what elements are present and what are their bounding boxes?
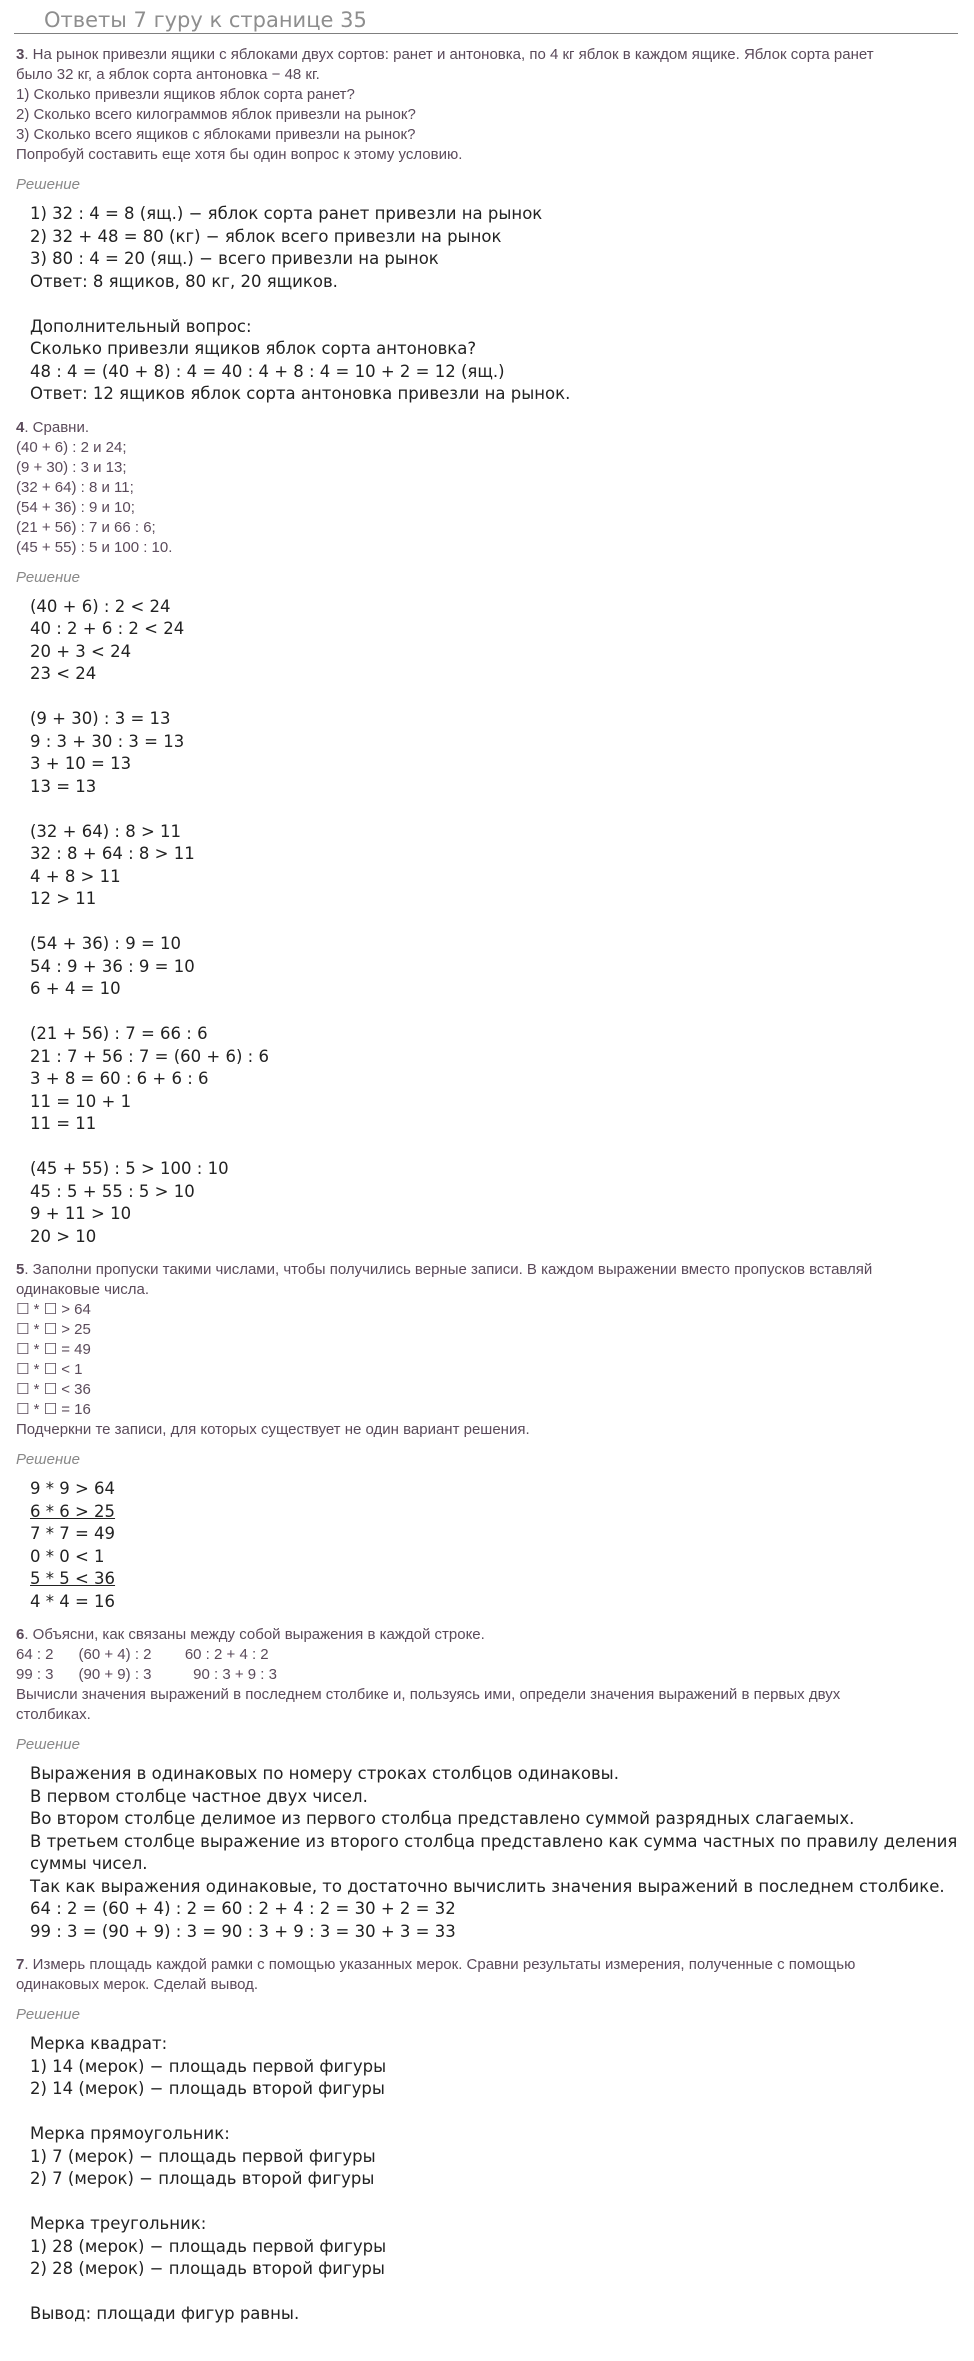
- solution-line-underlined: 5 * 5 < 36: [30, 1569, 116, 1588]
- content: [16, 45, 956, 2326]
- solution-line: 40 : 2 + 6 : 2 < 24: [30, 619, 185, 638]
- solution-line: 9 : 3 + 30 : 3 = 13: [30, 731, 185, 751]
- task-text-line: (9 + 30) : 3 и 13;: [16, 458, 127, 476]
- task-text-line: . Объясни, как связаны между собой выражения в каждой строке.: [24, 1626, 485, 1643]
- task-text-line: Вычисли значения выражений в последнем столбике и, пользуясь ими, определи значения выражений в первых двух: [16, 1686, 841, 1703]
- solution-line: 6 + 4 = 10: [30, 979, 121, 998]
- solution-line: 9 * 9 > 64: [30, 1479, 116, 1498]
- task-text-line: . Заполни пропуски такими числами, чтобы получились верные записи. В каждом выражении вместо пропусков вставляй: [24, 1261, 873, 1278]
- solution-task-5: [30, 1478, 956, 1613]
- solution-line: (45 + 55) : 5 > 100 : 10: [30, 1159, 229, 1178]
- solution-line: 2) 28 (мерок) − площадь второй фигуры: [30, 2259, 385, 2278]
- task-text-line: (45 + 55) : 5 и 100 : 10.: [16, 538, 173, 556]
- solution-line: 99 : 3 = (90 + 9) : 3 = 90 : 3 + 9 : 3 = 30 + 3 = 33: [30, 1921, 456, 1941]
- task-text-line: . Сравни.: [24, 418, 89, 436]
- solution-line: Мерка квадрат:: [30, 2034, 168, 2053]
- solution-line: (9 + 30) : 3 = 13: [30, 709, 171, 728]
- solution-task-3: [30, 203, 956, 406]
- solution-line: 64 : 2 = (60 + 4) : 2 = 60 : 2 + 4 : 2 = 30 + 2 = 32: [30, 1899, 456, 1918]
- solution-line: 1) 28 (мерок) − площадь первой фигуры: [30, 2236, 387, 2256]
- task-3: [16, 45, 956, 165]
- task-text-line: 99 : 3 (90 + 9) : 3 90 : 3 + 9 : 3: [16, 1666, 277, 1683]
- solution-line: (32 + 64) : 8 > 11: [30, 821, 182, 841]
- task-text-line: Попробуй составить еще хотя бы один вопрос к этому условию.: [16, 146, 463, 163]
- solution-line: 12 > 11: [30, 889, 97, 908]
- solution-line: 48 : 4 = (40 + 8) : 4 = 40 : 4 + 8 : 4 = 10 + 2 = 12 (ящ.): [30, 361, 505, 381]
- solution-line: 11 = 10 + 1: [30, 1091, 132, 1111]
- task-text-line: ☐ * ☐ > 64: [16, 1301, 91, 1318]
- task-number: 3: [16, 46, 25, 63]
- title-divider: [14, 33, 958, 34]
- task-text-line: ☐ * ☐ = 16: [16, 1401, 91, 1418]
- solution-label: Решение: [16, 568, 80, 586]
- task-text-line: (21 + 56) : 7 и 66 : 6;: [16, 518, 156, 536]
- task-text-line: ☐ * ☐ > 25: [16, 1321, 91, 1338]
- task-number: 5: [16, 1261, 25, 1278]
- solution-line: 0 * 0 < 1: [30, 1546, 105, 1566]
- solution-line: 20 > 10: [30, 1226, 97, 1246]
- task-text-line: одинаковых мерок. Сделай вывод.: [16, 1976, 259, 1993]
- solution-label: Решение: [16, 1451, 80, 1468]
- task-text-line: было 32 кг, а яблок сорта антоновка − 48 кг.: [16, 66, 320, 83]
- task-text-line: ☐ * ☐ < 36: [16, 1381, 91, 1398]
- solution-line: 2) 32 + 48 = 80 (кг) − яблок всего привезли на рынок: [30, 226, 502, 246]
- solution-line: 1) 32 : 4 = 8 (ящ.) − яблок сорта ранет привезли на рынок: [30, 204, 543, 223]
- task-text-line: 64 : 2 (60 + 4) : 2 60 : 2 + 4 : 2: [16, 1646, 269, 1663]
- task-number: 6: [16, 1626, 25, 1643]
- solution-line: (40 + 6) : 2 < 24: [30, 596, 171, 616]
- solution-line: 20 + 3 < 24: [30, 641, 132, 661]
- task-text-line: 1) Сколько привезли ящиков яблок сорта ранет?: [16, 86, 355, 103]
- solution-line-underlined: 6 * 6 > 25: [30, 1501, 116, 1521]
- task-text-line: одинаковые числа.: [16, 1281, 150, 1298]
- solution-task-6: [30, 1763, 956, 1943]
- solution-line: 54 : 9 + 36 : 9 = 10: [30, 956, 195, 976]
- solution-line: Ответ: 12 ящиков яблок сорта антоновка привезли на рынок.: [30, 384, 571, 403]
- solution-line: В первом столбце частное двух чисел.: [30, 1786, 368, 1806]
- page-title: Ответы 7 гуру к странице 35: [44, 8, 367, 32]
- solution-line: 4 * 4 = 16: [30, 1591, 116, 1611]
- solution-line: (54 + 36) : 9 = 10: [30, 934, 182, 953]
- solution-line: суммы чисел.: [30, 1854, 148, 1873]
- solution-label: Решение: [16, 2006, 80, 2023]
- task-number: 7: [16, 1956, 25, 1973]
- solution-task-7: [30, 2033, 956, 2326]
- solution-label: Решение: [16, 176, 80, 193]
- task-text-line: ☐ * ☐ = 49: [16, 1341, 91, 1358]
- solution-line: Дополнительный вопрос:: [30, 316, 252, 336]
- solution-line: 2) 14 (мерок) − площадь второй фигуры: [30, 2079, 385, 2098]
- solution-line: (21 + 56) : 7 = 66 : 6: [30, 1024, 208, 1043]
- solution-line: Ответ: 8 ящиков, 80 кг, 20 ящиков.: [30, 271, 338, 291]
- solution-line: 45 : 5 + 55 : 5 > 10: [30, 1181, 195, 1201]
- solution-line: 7 * 7 = 49: [30, 1524, 116, 1543]
- solution-line: Во втором столбце делимое из первого столбца представлено суммой разрядных слагаемых.: [30, 1809, 855, 1828]
- solution-line: 9 + 11 > 10: [30, 1204, 132, 1223]
- solution-line: Сколько привезли ящиков яблок сорта антоновка?: [30, 339, 477, 358]
- solution-line: 21 : 7 + 56 : 7 = (60 + 6) : 6: [30, 1046, 269, 1066]
- solution-line: Выражения в одинаковых по номеру строках столбцов одинаковы.: [30, 1764, 619, 1783]
- solution-line: 32 : 8 + 64 : 8 > 11: [30, 844, 195, 863]
- task-text-line: 3) Сколько всего ящиков с яблоками привезли на рынок?: [16, 126, 416, 143]
- solution-line: 23 < 24: [30, 664, 97, 683]
- solution-line: 4 + 8 > 11: [30, 866, 121, 886]
- task-text-line: . На рынок привезли ящики с яблоками двух сортов: ранет и антоновка, по 4 кг яблок в каждом ящике. Яблок сорта ранет: [24, 46, 874, 63]
- task-text-line: 2) Сколько всего килограммов яблок привезли на рынок?: [16, 106, 416, 123]
- solution-line: Так как выражения одинаковые, то достаточно вычислить значения выражений в последнем столбике.: [30, 1876, 945, 1896]
- solution-line: 3 + 8 = 60 : 6 + 6 : 6: [30, 1069, 209, 1088]
- task-6: [16, 1625, 956, 1725]
- solution-line: Вывод: площади фигур равны.: [30, 2304, 300, 2323]
- solution-label: Решение: [16, 1736, 80, 1753]
- solution-line: Мерка прямоугольник:: [30, 2124, 230, 2143]
- task-text-line: (32 + 64) : 8 и 11;: [16, 478, 134, 496]
- task-7: [16, 1955, 956, 1995]
- solution-line: 2) 7 (мерок) − площадь второй фигуры: [30, 2169, 375, 2188]
- solution-task-4: [30, 596, 956, 1249]
- solution-line: В третьем столбце выражение из второго столбца представлено как сумма частных по правилу деления: [30, 1831, 958, 1851]
- solution-line: 1) 14 (мерок) − площадь первой фигуры: [30, 2056, 387, 2076]
- task-text-line: (40 + 6) : 2 и 24;: [16, 438, 127, 456]
- solution-line: Мерка треугольник:: [30, 2214, 207, 2233]
- solution-line: 3) 80 : 4 = 20 (ящ.) − всего привезли на рынок: [30, 249, 439, 268]
- solution-line: 11 = 11: [30, 1114, 97, 1133]
- task-text-line: (54 + 36) : 9 и 10;: [16, 498, 135, 516]
- solution-line: 13 = 13: [30, 776, 97, 796]
- task-text-line: . Измерь площадь каждой рамки с помощью указанных мерок. Сравни результаты измерения, полученные с помощью: [24, 1956, 856, 1973]
- task-5: [16, 1260, 956, 1440]
- task-text-line: ☐ * ☐ < 1: [16, 1361, 83, 1378]
- task-text-line: Подчеркни те записи, для которых существует не один вариант решения.: [16, 1421, 530, 1438]
- task-number: 4: [16, 418, 25, 436]
- solution-line: 3 + 10 = 13: [30, 754, 132, 773]
- task-text-line: столбиках.: [16, 1706, 91, 1723]
- task-4: [16, 418, 956, 558]
- solution-line: 1) 7 (мерок) − площадь первой фигуры: [30, 2146, 376, 2166]
